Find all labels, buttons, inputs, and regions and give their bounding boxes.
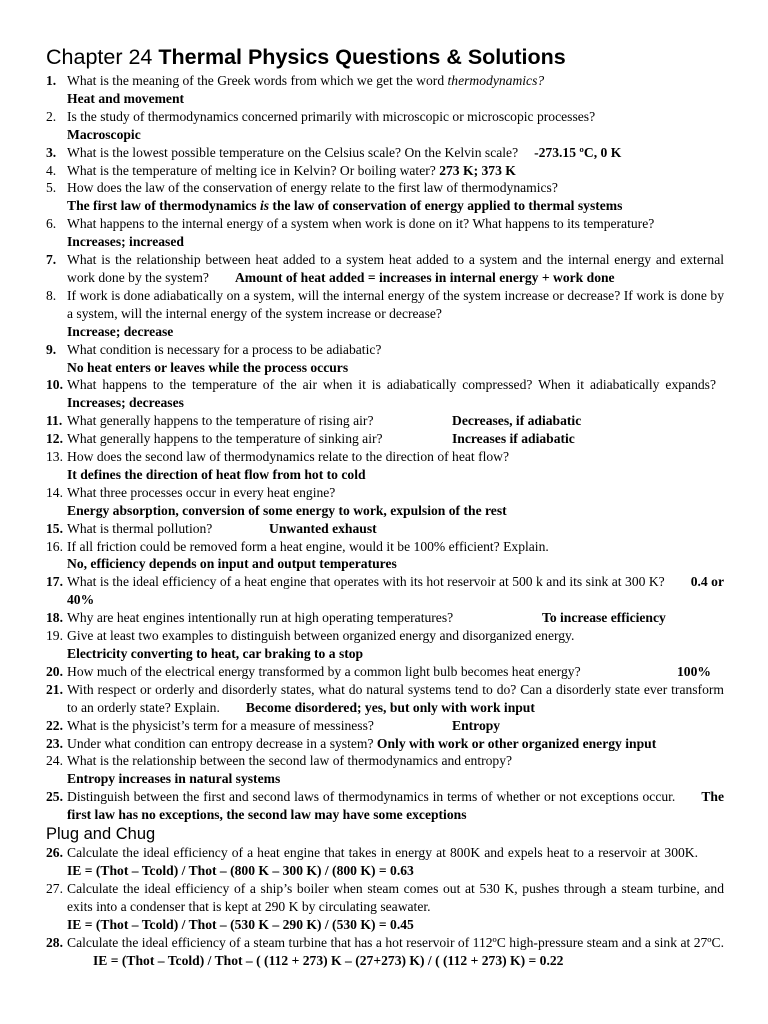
answer-text: 100% (677, 663, 711, 679)
question-number: 25. (46, 789, 63, 805)
question-28 (46, 934, 724, 970)
question-number: 22. (46, 717, 63, 733)
question-number: 18. (46, 610, 63, 626)
question-text: Is the study of thermodynamics concerned primarily with microscopic or microscopic processes? (67, 108, 596, 124)
question-26 (46, 844, 724, 880)
answer-text: Unwanted exhaust (269, 520, 377, 536)
question-number: 28. (46, 934, 63, 950)
question-text: What is the meaning of the Greek words from which we get the word (67, 73, 448, 88)
answer-text: Macroscopic (67, 126, 141, 142)
question-16 (46, 538, 724, 574)
question-text: What happens to the internal energy of a system when work is done on it? What happens to its temperature? (67, 216, 655, 232)
answer-text: It defines the direction of heat flow from hot to cold (67, 466, 366, 482)
question-12 (46, 430, 724, 448)
question-number: 5. (46, 180, 57, 196)
question-text: With respect or orderly and disorderly states, what do natural systems tend to do? Can a disorderly state ever transform to an orderly state? Explain. (67, 681, 724, 715)
question-number: 2. (46, 108, 57, 124)
question-3 (46, 144, 724, 162)
answer-text: The first law has no exceptions, the second law may have some exceptions (67, 789, 724, 823)
question-15 (46, 520, 724, 538)
question-text: How much of the electrical energy transformed by a common light bulb becomes heat energy? (67, 663, 581, 679)
question-14 (46, 484, 724, 520)
question-number: 16. (46, 538, 63, 554)
question-number: 11. (46, 413, 63, 429)
question-text: What is the relationship between heat added to a system heat added to a system and the internal energy and external work done by the system? (67, 252, 724, 285)
question-number: 23. (46, 735, 63, 751)
question-number: 3. (46, 144, 57, 160)
question-list (46, 72, 724, 824)
answer-text: Increases if adiabatic (452, 431, 575, 447)
question-text: What is the ideal efficiency of a heat engine that operates with its hot reservoir at 500 k and its sink at 300 K? (67, 574, 665, 590)
question-20 (46, 663, 724, 681)
question-text: Why are heat engines intentionally run at high operating temperatures? (67, 610, 454, 626)
question-number: 14. (46, 484, 63, 500)
question-text: If all friction could be removed form a heat engine, would it be 100% efficient? Explain. (67, 538, 549, 554)
question-text: What three processes occur in every heat engine? (67, 484, 336, 500)
answer-part: The first law of thermodynamics (67, 198, 260, 214)
question-13 (46, 448, 724, 484)
answer-part: the law of conservation of energy applied to thermal systems (269, 198, 623, 214)
question-number: 26. (46, 845, 63, 861)
question-25 (46, 788, 724, 824)
answer-text: Electricity converting to heat, car braking to a stop (67, 646, 364, 661)
question-text: How does the second law of thermodynamics relate to the direction of heat flow? (67, 449, 510, 465)
section-heading-plug-and-chug: Plug and Chug (46, 825, 156, 844)
question-number: 12. (46, 431, 63, 447)
answer-text: IE = (Thot – Tcold) / Thot – (530 K – 290 K) / (530 K) = 0.45 (67, 916, 414, 932)
answer-text: Only with work or other organized energy input (376, 735, 657, 751)
answer-text: Amount of heat added = increases in internal energy + work done (234, 269, 615, 285)
question-text-italic: thermodynamics? (447, 73, 545, 88)
answer-text: Heat and movement (67, 90, 185, 106)
question-number: 27. (46, 880, 63, 896)
answer-text: IE = (Thot – Tcold) / Thot – (800 K – 300 K) / (800 K) = 0.63 (67, 862, 414, 878)
question-text: Calculate the ideal efficiency of a steam turbine that has a hot reservoir of 112ºC high-pressure steam and a sink at 27ºC. (67, 934, 724, 950)
question-text: Under what condition can entropy decrease in a system? (67, 735, 374, 751)
question-text: Distinguish between the first and second laws of thermodynamics in terms of whether or not exceptions occur. (67, 789, 676, 805)
question-number: 15. (46, 520, 63, 536)
question-1 (46, 72, 724, 108)
question-number: 13. (46, 449, 63, 465)
question-number: 9. (46, 341, 57, 357)
answer-text: 0.4 or 40% (67, 574, 724, 608)
question-number: 7. (46, 252, 57, 268)
answer-text: 273 K; 373 K (439, 162, 516, 178)
answer-text: Entropy increases in natural systems (67, 771, 281, 787)
answer-text: Increase; decrease (67, 323, 174, 339)
question-number: 21. (46, 681, 63, 697)
question-17 (46, 573, 724, 609)
question-23 (46, 735, 724, 753)
page-title (46, 44, 724, 71)
question-10 (46, 376, 724, 412)
question-21 (46, 681, 724, 717)
question-text: What generally happens to the temperature of sinking air? (67, 431, 383, 447)
question-number: 1. (46, 73, 57, 88)
plug-and-chug-list (46, 844, 724, 969)
answer-text: Entropy (452, 717, 501, 733)
question-24 (46, 752, 724, 788)
question-8 (46, 287, 724, 341)
question-18 (46, 609, 724, 627)
question-number: 19. (46, 628, 63, 644)
answer-text: Increases; increased (67, 234, 184, 250)
question-number: 10. (46, 377, 63, 393)
question-text: Give at least two examples to distinguish between organized energy and disorganized energy. (67, 628, 575, 644)
question-22 (46, 717, 724, 735)
answer-text: -273.15 ºC, 0 K (534, 144, 622, 160)
question-27 (46, 880, 724, 934)
question-4 (46, 162, 724, 180)
question-number: 4. (46, 162, 57, 178)
question-text: If work is done adiabatically on a system, will the internal energy of the system increase or decrease? If work is done by a system, will the internal energy of the system increase or decrease? (67, 287, 724, 321)
answer-text: No, efficiency depends on input and output temperatures (67, 556, 397, 572)
question-text: Calculate the ideal efficiency of a ship’s boiler when steam comes out at 530 K, pushes through a steam turbine, and exits into a condenser that is kept at 290 K by circulating seawater. (67, 880, 724, 914)
title-main: Thermal Physics Questions & Solutions (158, 45, 566, 69)
question-text: How does the law of the conservation of energy relate to the first law of thermodynamics? (67, 180, 558, 196)
title-prefix: Chapter 24 (46, 45, 159, 69)
question-7 (46, 251, 724, 287)
question-number: 24. (46, 753, 63, 769)
question-5 (46, 179, 724, 215)
question-11 (46, 412, 724, 430)
question-number: 6. (46, 216, 57, 232)
answer-text: To increase efficiency (542, 610, 666, 626)
question-number: 8. (46, 287, 57, 303)
answer-text: Decreases, if adiabatic (452, 413, 582, 429)
answer-part-italic: is (259, 198, 270, 214)
answer-text: No heat enters or leaves while the process occurs (67, 359, 349, 375)
question-text: What is the relationship between the second law of thermodynamics and entropy? (67, 753, 513, 769)
question-6 (46, 215, 724, 251)
question-text: What is the physicist’s term for a measure of messiness? (67, 717, 374, 733)
question-2 (46, 108, 724, 144)
question-9 (46, 341, 724, 377)
question-text: What condition is necessary for a process to be adiabatic? (67, 341, 382, 357)
question-text: What happens to the temperature of the air when it is adiabatically compressed? When it adiabatically expands? (67, 377, 716, 393)
answer-text: Increases; decreases (67, 395, 184, 411)
question-text: What is the temperature of melting ice in Kelvin? Or boiling water? (67, 162, 436, 178)
question-text: What is the lowest possible temperature on the Celsius scale? On the Kelvin scale? (67, 144, 519, 160)
answer-text (67, 197, 724, 215)
question-number: 20. (46, 663, 63, 679)
answer-text: Energy absorption, conversion of some energy to work, expulsion of the rest (67, 502, 507, 518)
answer-text: IE = (Thot – Tcold) / Thot – ( (112 + 273) K – (27+273) K) / ( (112 + 273) K) = 0.22 (93, 952, 564, 968)
question-19 (46, 627, 724, 663)
question-number: 17. (46, 574, 63, 590)
answer-text: Become disordered; yes, but only with work input (245, 699, 535, 715)
question-text: Calculate the ideal efficiency of a heat engine that takes in energy at 800K and expels heat to a reservoir at 300K. (67, 845, 698, 861)
question-text: What is thermal pollution? (67, 520, 213, 536)
question-text: What generally happens to the temperature of rising air? (67, 413, 374, 429)
